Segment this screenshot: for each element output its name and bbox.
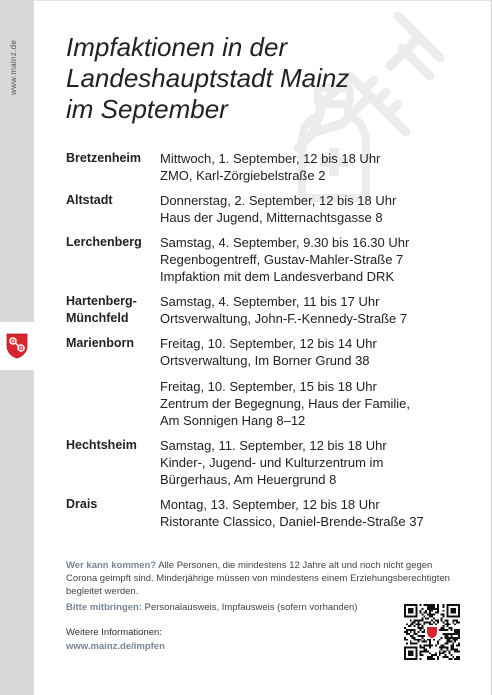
event-date: Samstag, 4. September, 9.30 bis 16.30 Uhr (160, 235, 410, 250)
info-section (66, 559, 456, 617)
bring-along: Bitte mitbringen: Personalausweis, Impfausweis (sofern vorhanden) (66, 602, 358, 613)
district-name: Drais (66, 497, 98, 511)
event-entry (160, 150, 476, 184)
event-date: Samstag, 11. September, 12 bis 18 Uhr (160, 438, 387, 453)
event-location: Ortsverwaltung, John-F.-Kennedy-Straße 7 (160, 311, 408, 326)
schedule-row (66, 496, 476, 530)
vaccination-schedule (66, 150, 476, 538)
event-location: ZMO, Karl-Zörgiebelstraße 2 (160, 168, 326, 183)
sidebar (0, 0, 34, 695)
event-location: Zentrum der Begegnung, Haus der Familie, (160, 396, 411, 411)
district-name: Bretzenheim (66, 151, 142, 165)
schedule-row (66, 150, 476, 184)
event-date: Samstag, 4. September, 11 bis 17 Uhr (160, 294, 380, 309)
event-entry (160, 437, 476, 488)
event-location: Bürgerhaus, Am Heuergrund 8 (160, 472, 337, 487)
page-title: Impfaktionen in der Landeshauptstadt Mainz im September (66, 32, 350, 124)
event-date: Donnerstag, 2. September, 12 bis 18 Uhr (160, 193, 397, 208)
schedule-row (66, 335, 476, 429)
schedule-row (66, 437, 476, 488)
district-name: Hartenberg- Münchfeld (66, 294, 137, 325)
event-location: Impfaktion mit dem Landesverband DRK (160, 269, 395, 284)
schedule-row (66, 234, 476, 285)
qr-code[interactable] (404, 604, 460, 660)
event-entry (160, 234, 476, 285)
event-date: Freitag, 10. September, 15 bis 18 Uhr (160, 379, 377, 394)
event-location: Haus der Jugend, Mitternachtsgasse 8 (160, 210, 383, 225)
who-can-come: Wer kann kommen? Alle Personen, die mindestens 12 Jahre alt und noch nicht gegen Corona geimpft sind. Minderjährige müssen von mindestens einem Erziehungsberechtigten begleitet werden. (66, 560, 450, 597)
district-name: Lerchenberg (66, 235, 142, 249)
event-entry (160, 496, 476, 530)
more-info-link[interactable]: www.mainz.de/impfen (66, 641, 165, 652)
event-entry (160, 378, 476, 429)
more-info: Weitere Informationen: www.mainz.de/impfen (66, 627, 165, 652)
schedule-row (66, 293, 476, 327)
crest-container (0, 322, 34, 370)
event-date: Freitag, 10. September, 12 bis 14 Uhr (160, 336, 377, 351)
event-location: Am Sonnigen Hang 8–12 (160, 413, 306, 428)
event-entry (160, 293, 476, 327)
mainz-crest-icon (6, 333, 28, 359)
district-name: Altstadt (66, 193, 113, 207)
schedule-row (66, 192, 476, 226)
event-date: Montag, 13. September, 12 bis 18 Uhr (160, 497, 380, 512)
sidebar-url: www.mainz.de (9, 40, 18, 96)
event-location: Ristorante Classico, Daniel-Brende-Straße 37 (160, 514, 424, 529)
event-location: Ortsverwaltung, Im Borner Grund 38 (160, 353, 370, 368)
event-location: Kinder-, Jugend- und Kulturzentrum im (160, 455, 384, 470)
event-entry (160, 192, 476, 226)
district-name: Hechtsheim (66, 438, 137, 452)
district-name: Marienborn (66, 336, 135, 350)
event-location: Regenbogentreff, Gustav-Mahler-Straße 7 (160, 252, 404, 267)
event-entry (160, 335, 476, 369)
event-date: Mittwoch, 1. September, 12 bis 18 Uhr (160, 151, 381, 166)
